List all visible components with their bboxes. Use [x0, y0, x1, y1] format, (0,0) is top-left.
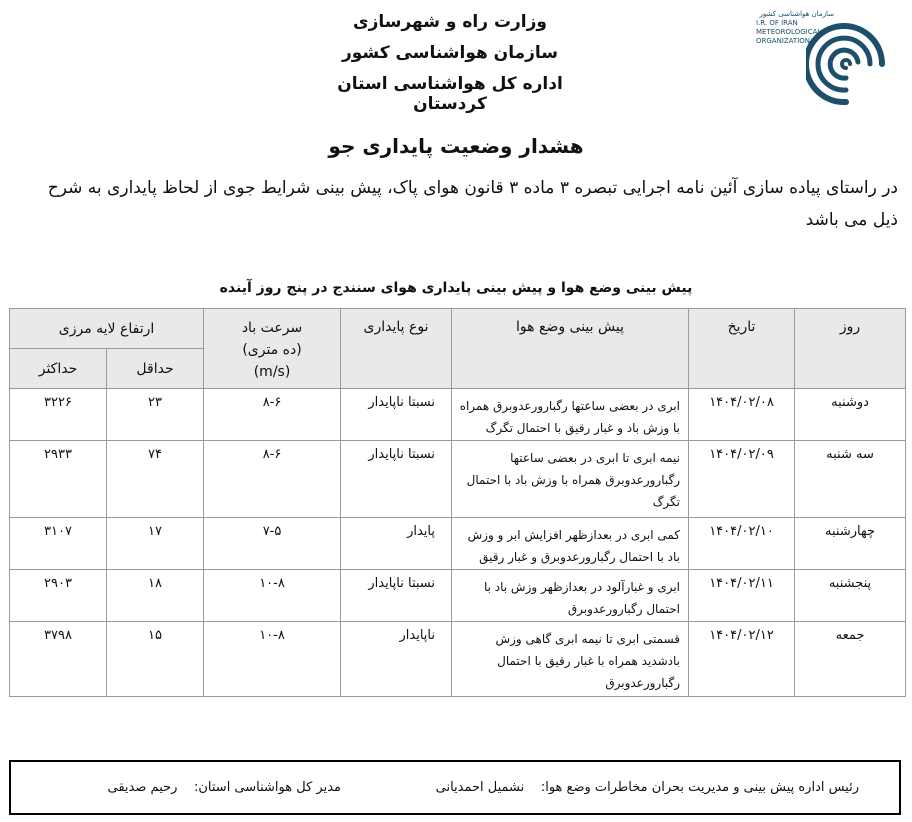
table-caption: پیش بینی وضع هوا و پیش بینی پایداری هوای سنندج در پنج روز آینده	[219, 280, 693, 296]
boundary-layer-max: ۳۷۹۸	[10, 622, 107, 697]
forecast-date: ۱۴۰۴/۰۲/۱۱	[689, 570, 795, 622]
meteorological-organization-logo	[756, 6, 886, 106]
stability-type: پایدار	[341, 518, 452, 570]
wind-speed: ۸-۶	[204, 389, 341, 441]
header-stability-type: نوع پایداری	[341, 309, 452, 389]
forecast-date: ۱۴۰۴/۰۲/۱۰	[689, 518, 795, 570]
document-title: هشدار وضعیت پایداری جو	[328, 134, 584, 158]
forecast-day: سه شنبه	[795, 441, 906, 518]
header-day: روز	[795, 309, 906, 389]
boundary-layer-max: ۲۹۳۳	[10, 441, 107, 518]
stability-type: نسبتا ناپایدار	[341, 389, 452, 441]
forecast-date: ۱۴۰۴/۰۲/۰۸	[689, 389, 795, 441]
boundary-layer-min: ۱۵	[107, 622, 204, 697]
forecast-description: ابری و غبارآلود در بعدازظهر وزش باد با احتمال رگبارورعدوبرق	[452, 570, 689, 622]
signature-box	[9, 760, 901, 815]
boundary-layer-max: ۳۲۲۶	[10, 389, 107, 441]
header-wind-unit: (m/s)	[253, 364, 291, 380]
forecast-description: ابری در بعضی ساعتها رگبارورعدوبرق همراه با وزش باد و غبار رقیق با احتمال تگرگ	[452, 389, 689, 441]
boundary-layer-min: ۱۷	[107, 518, 204, 570]
header-wind-sublabel: (ده متری)	[242, 342, 302, 358]
logo-en-line2: METEOROLOGICAL	[756, 28, 822, 36]
forecast-day: چهارشنبه	[795, 518, 906, 570]
organization-name: سازمان هواشناسی کشور	[341, 43, 558, 63]
boundary-layer-max: ۲۹۰۳	[10, 570, 107, 622]
crisis-head-name: نشمیل احمدیانی	[435, 780, 525, 795]
boundary-layer-min: ۲۳	[107, 389, 204, 441]
forecast-day: دوشنبه	[795, 389, 906, 441]
header-boundary-layer-height: ارتفاع لایه مرزی	[10, 309, 204, 349]
forecast-date: ۱۴۰۴/۰۲/۰۹	[689, 441, 795, 518]
logo-fa-text: سازمان هواشناسی کشور	[759, 10, 834, 18]
forecast-description: کمی ابری در بعدازظهر افزایش ابر و وزش باد با احتمال رگبارورعدوبرق و غبار رقیق	[452, 518, 689, 570]
table-row	[10, 570, 906, 622]
table-row	[10, 518, 906, 570]
crisis-head-signature	[436, 780, 859, 795]
spiral-logo-icon	[806, 16, 886, 108]
wind-speed: ۱۰-۸	[204, 570, 341, 622]
forecast-date: ۱۴۰۴/۰۲/۱۲	[689, 622, 795, 697]
intro-paragraph: در راستای پیاده سازی آئین نامه اجرایی تبصره ۳ ماده ۳ قانون هوای پاک، پیش بینی شرایط جوی از لحاظ پایداری به شرح ذیل می باشد	[47, 178, 898, 230]
header-forecast: پیش بینی وضع هوا	[452, 309, 689, 389]
stability-type: نسبتا ناپایدار	[341, 570, 452, 622]
wind-speed: ۷-۵	[204, 518, 341, 570]
header-date: تاریخ	[689, 309, 795, 389]
header-wind-speed	[204, 309, 341, 389]
wind-speed: ۸-۶	[204, 441, 341, 518]
logo-en-line1: I.R. OF IRAN	[756, 19, 798, 27]
forecast-day: پنجشنبه	[795, 570, 906, 622]
ministry-name: وزارت راه و شهرسازی	[352, 12, 547, 32]
header-min: حداقل	[107, 349, 204, 389]
boundary-layer-min: ۷۴	[107, 441, 204, 518]
director-title: مدیر کل هواشناسی استان:	[193, 780, 341, 795]
forecast-description: نیمه ابری تا ابری در بعضی ساعتها رگبارورعدوبرق همراه با وزش باد با احتمال تگرگ	[452, 441, 689, 518]
table-row	[10, 389, 906, 441]
forecast-table	[9, 308, 906, 697]
forecast-day: جمعه	[795, 622, 906, 697]
header-max: حداکثر	[10, 349, 107, 389]
director-signature	[108, 780, 341, 795]
table-row	[10, 622, 906, 697]
logo-en-line3: ORGANIZATION	[756, 37, 811, 45]
table-row	[10, 441, 906, 518]
boundary-layer-min: ۱۸	[107, 570, 204, 622]
crisis-head-title: رئیس اداره پیش بینی و مدیریت بحران مخاطرات وضع هوا:	[540, 780, 859, 795]
forecast-description: قسمتی ابری تا نیمه ابری گاهی وزش بادشدید همراه با غبار رقیق با احتمال رگبارورعدوبرق	[452, 622, 689, 697]
provincial-office-name: اداره کل هواشناسی استان کردستان	[337, 74, 563, 114]
header-wind-label: سرعت باد	[241, 320, 303, 336]
wind-speed: ۱۰-۸	[204, 622, 341, 697]
director-name: رحیم صدیقی	[107, 780, 178, 795]
stability-type: نسبتا ناپایدار	[341, 441, 452, 518]
boundary-layer-max: ۳۱۰۷	[10, 518, 107, 570]
stability-type: ناپایدار	[341, 622, 452, 697]
